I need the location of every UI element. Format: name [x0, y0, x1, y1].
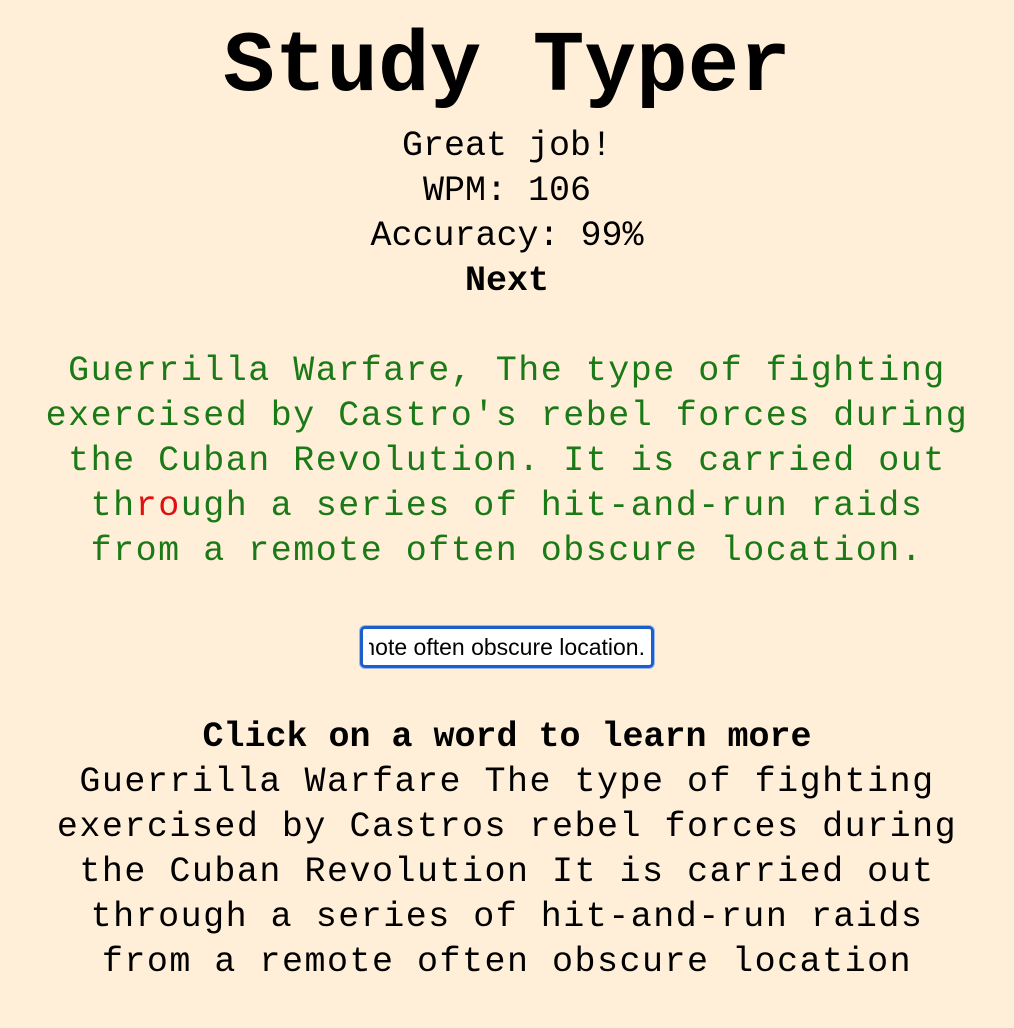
word-line [0, 940, 1014, 985]
passage-correct-segment: Guerrilla Warfare, The type of fighting [68, 351, 946, 391]
accuracy-readout: Accuracy: 99% [370, 216, 644, 256]
passage-line [7, 529, 1007, 574]
typing-passage [7, 349, 1007, 574]
word-list [0, 760, 1014, 985]
word-link[interactable]: by [281, 807, 327, 847]
word-line [0, 895, 1014, 940]
passage-line [7, 349, 1007, 394]
result-message: Great job! [401, 126, 613, 166]
word-link[interactable]: series [315, 897, 451, 937]
word-link[interactable]: type [574, 762, 665, 802]
word-link[interactable]: of [687, 762, 733, 802]
word-link[interactable]: out [867, 852, 935, 892]
word-link[interactable]: Guerrilla [79, 762, 282, 802]
word-link[interactable]: obscure [552, 942, 710, 982]
wpm-readout: WPM: 106 [422, 171, 592, 211]
word-line [0, 805, 1014, 850]
word-link[interactable]: is [619, 852, 665, 892]
passage-correct-segment: exercised by Castro's rebel forces during [45, 396, 969, 436]
passage-correct-segment: the Cuban Revolution. It is carried out [68, 441, 946, 481]
passage-error-segment: ro [135, 486, 181, 526]
word-link[interactable]: during [822, 807, 958, 847]
word-link[interactable]: the [79, 852, 147, 892]
word-link[interactable]: Revolution [304, 852, 530, 892]
word-link[interactable]: forces [664, 807, 800, 847]
word-link[interactable]: hit-and-run [540, 897, 789, 937]
word-link[interactable]: rebel [529, 807, 643, 847]
passage-line [7, 394, 1007, 439]
next-button[interactable]: Next [464, 261, 549, 301]
word-link[interactable]: The [484, 762, 552, 802]
word-line [0, 850, 1014, 895]
passage-correct-segment: ugh a series of hit-and-run raids [180, 486, 924, 526]
word-link[interactable]: carried [687, 852, 845, 892]
word-link[interactable]: a [270, 897, 294, 937]
word-link[interactable]: Warfare [304, 762, 462, 802]
word-link[interactable]: often [416, 942, 530, 982]
learn-heading: Click on a word to learn more [202, 717, 812, 757]
word-link[interactable]: exercised [56, 807, 260, 847]
word-link[interactable]: remote [259, 942, 395, 982]
passage-line [7, 439, 1007, 484]
word-link[interactable]: of [473, 897, 519, 937]
word-link[interactable]: It [552, 852, 598, 892]
word-link[interactable]: Cuban [169, 852, 282, 892]
app-title: Study Typer [223, 18, 791, 116]
word-link[interactable]: a [214, 942, 237, 982]
word-link[interactable]: raids [810, 897, 924, 937]
word-link[interactable]: through [90, 897, 249, 937]
word-link[interactable]: from [101, 942, 192, 982]
passage-line [7, 484, 1007, 529]
word-line [0, 760, 1014, 805]
passage-correct-segment: from a remote often obscure location. [90, 531, 924, 571]
word-link[interactable]: fighting [754, 762, 935, 802]
typing-input[interactable] [360, 626, 654, 668]
word-link[interactable]: location [732, 942, 913, 982]
passage-correct-segment: th [90, 486, 136, 526]
word-link[interactable]: Castros [349, 807, 507, 847]
